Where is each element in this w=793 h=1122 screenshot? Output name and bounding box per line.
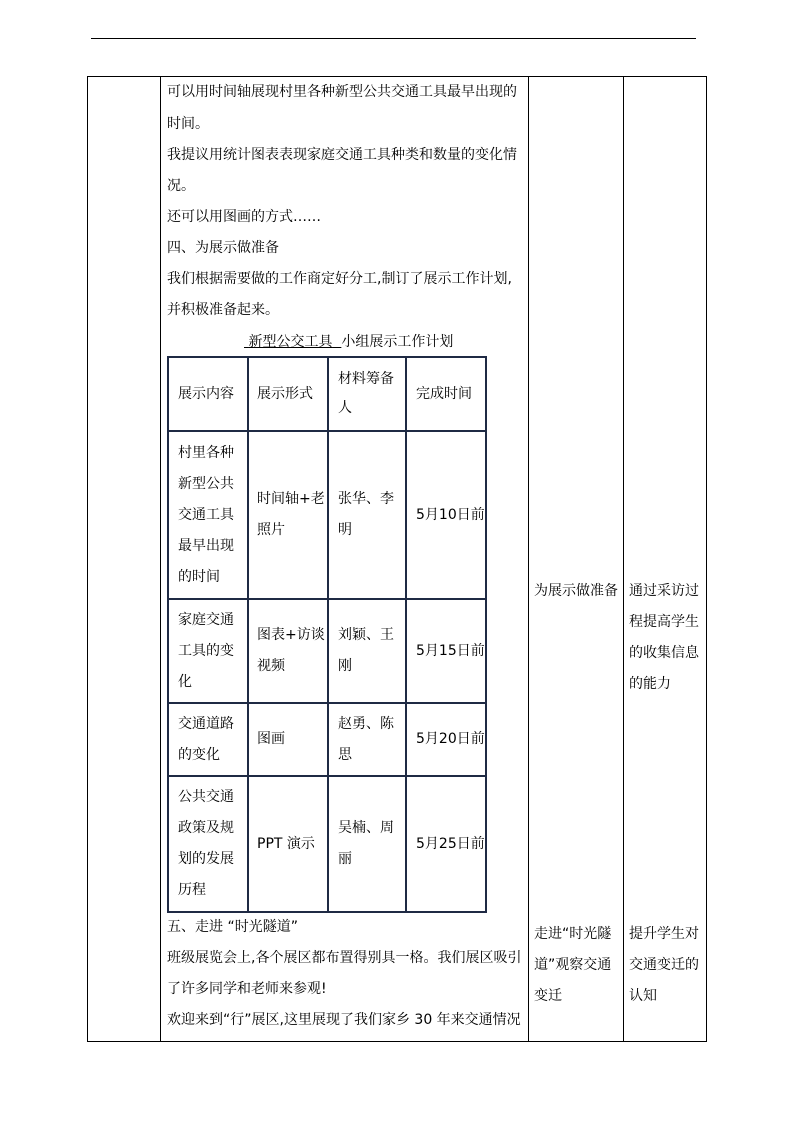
column-divider-1 xyxy=(160,77,161,1041)
plan-cell-format: 时间轴+老照片 xyxy=(248,431,328,599)
activity-cell: 为展示做准备 xyxy=(534,583,618,599)
paragraph-line: 我提议用统计图表表现家庭交通工具种类和数量的变化情 xyxy=(167,147,517,163)
plan-caption xyxy=(244,333,453,351)
plan-cell-deadline: 5月15日前 xyxy=(406,599,486,703)
plan-header-cell: 完成时间 xyxy=(406,357,486,431)
plan-cell-content: 家庭交通工具的变化 xyxy=(168,599,248,703)
plan-cell-content: 公共交通政策及规划的发展历程 xyxy=(168,776,248,912)
plan-cell-format: PPT 演示 xyxy=(248,776,328,912)
work-plan-table xyxy=(167,356,487,913)
paragraph-line: 了许多同学和老师来参观! xyxy=(167,981,327,997)
plan-cell-deadline: 5月20日前 xyxy=(406,703,486,776)
plan-header-cell: 展示形式 xyxy=(248,357,328,431)
plan-row xyxy=(168,776,486,912)
plan-cell-format: 图画 xyxy=(248,703,328,776)
plan-cell-owner: 赵勇、陈思 xyxy=(328,703,406,776)
column-divider-3 xyxy=(623,77,624,1041)
section-heading: 五、走进 “时光隧道” xyxy=(167,919,298,935)
plan-cell-format: 图表+访谈视频 xyxy=(248,599,328,703)
purpose-cell: 提升学生对交通变迁的认知 xyxy=(629,926,699,1004)
paragraph-line: 我们根据需要做的工作商定好分工,制订了展示工作计划, xyxy=(167,271,512,287)
column-divider-2 xyxy=(528,77,529,1041)
plan-cell-owner: 吴楠、周丽 xyxy=(328,776,406,912)
purpose-cell: 通过采访过程提高学生的收集信息的能力 xyxy=(629,583,699,692)
plan-cell-owner: 张华、李明 xyxy=(328,431,406,599)
page-header-rule xyxy=(91,38,696,39)
plan-cell-content: 村里各种新型公共交通工具最早出现的时间 xyxy=(168,431,248,599)
plan-header-cell: 材料筹备人 xyxy=(328,357,406,431)
plan-row xyxy=(168,431,486,599)
plan-row xyxy=(168,599,486,703)
paragraph-line: 并积极准备起来。 xyxy=(167,302,279,318)
plan-cell-content: 交通道路的变化 xyxy=(168,703,248,776)
plan-row xyxy=(168,703,486,776)
paragraph-line: 可以用时间轴展现村里各种新型公共交通工具最早出现的 xyxy=(167,84,517,100)
plan-header-row xyxy=(168,357,486,431)
paragraph-line: 还可以用图画的方式…… xyxy=(167,209,321,225)
activity-cell: 走进“时光隧道”观察交通变迁 xyxy=(534,926,612,1004)
paragraph-line: 况。 xyxy=(167,178,195,194)
plan-caption-group: 新型公交工具 xyxy=(248,334,333,350)
paragraph-line: 欢迎来到“行”展区,这里展现了我们家乡 30 年来交通情况 xyxy=(167,1012,521,1028)
section-heading: 四、为展示做准备 xyxy=(167,240,279,256)
plan-cell-deadline: 5月25日前 xyxy=(406,776,486,912)
paragraph-line: 班级展览会上,各个展区都布置得别具一格。我们展区吸引 xyxy=(167,950,522,966)
paragraph-line: 时间。 xyxy=(167,116,209,132)
plan-cell-owner: 刘颖、王刚 xyxy=(328,599,406,703)
plan-header-cell: 展示内容 xyxy=(168,357,248,431)
plan-caption-rest: 小组展示工作计划 xyxy=(341,334,454,350)
plan-cell-deadline: 5月10日前 xyxy=(406,431,486,599)
